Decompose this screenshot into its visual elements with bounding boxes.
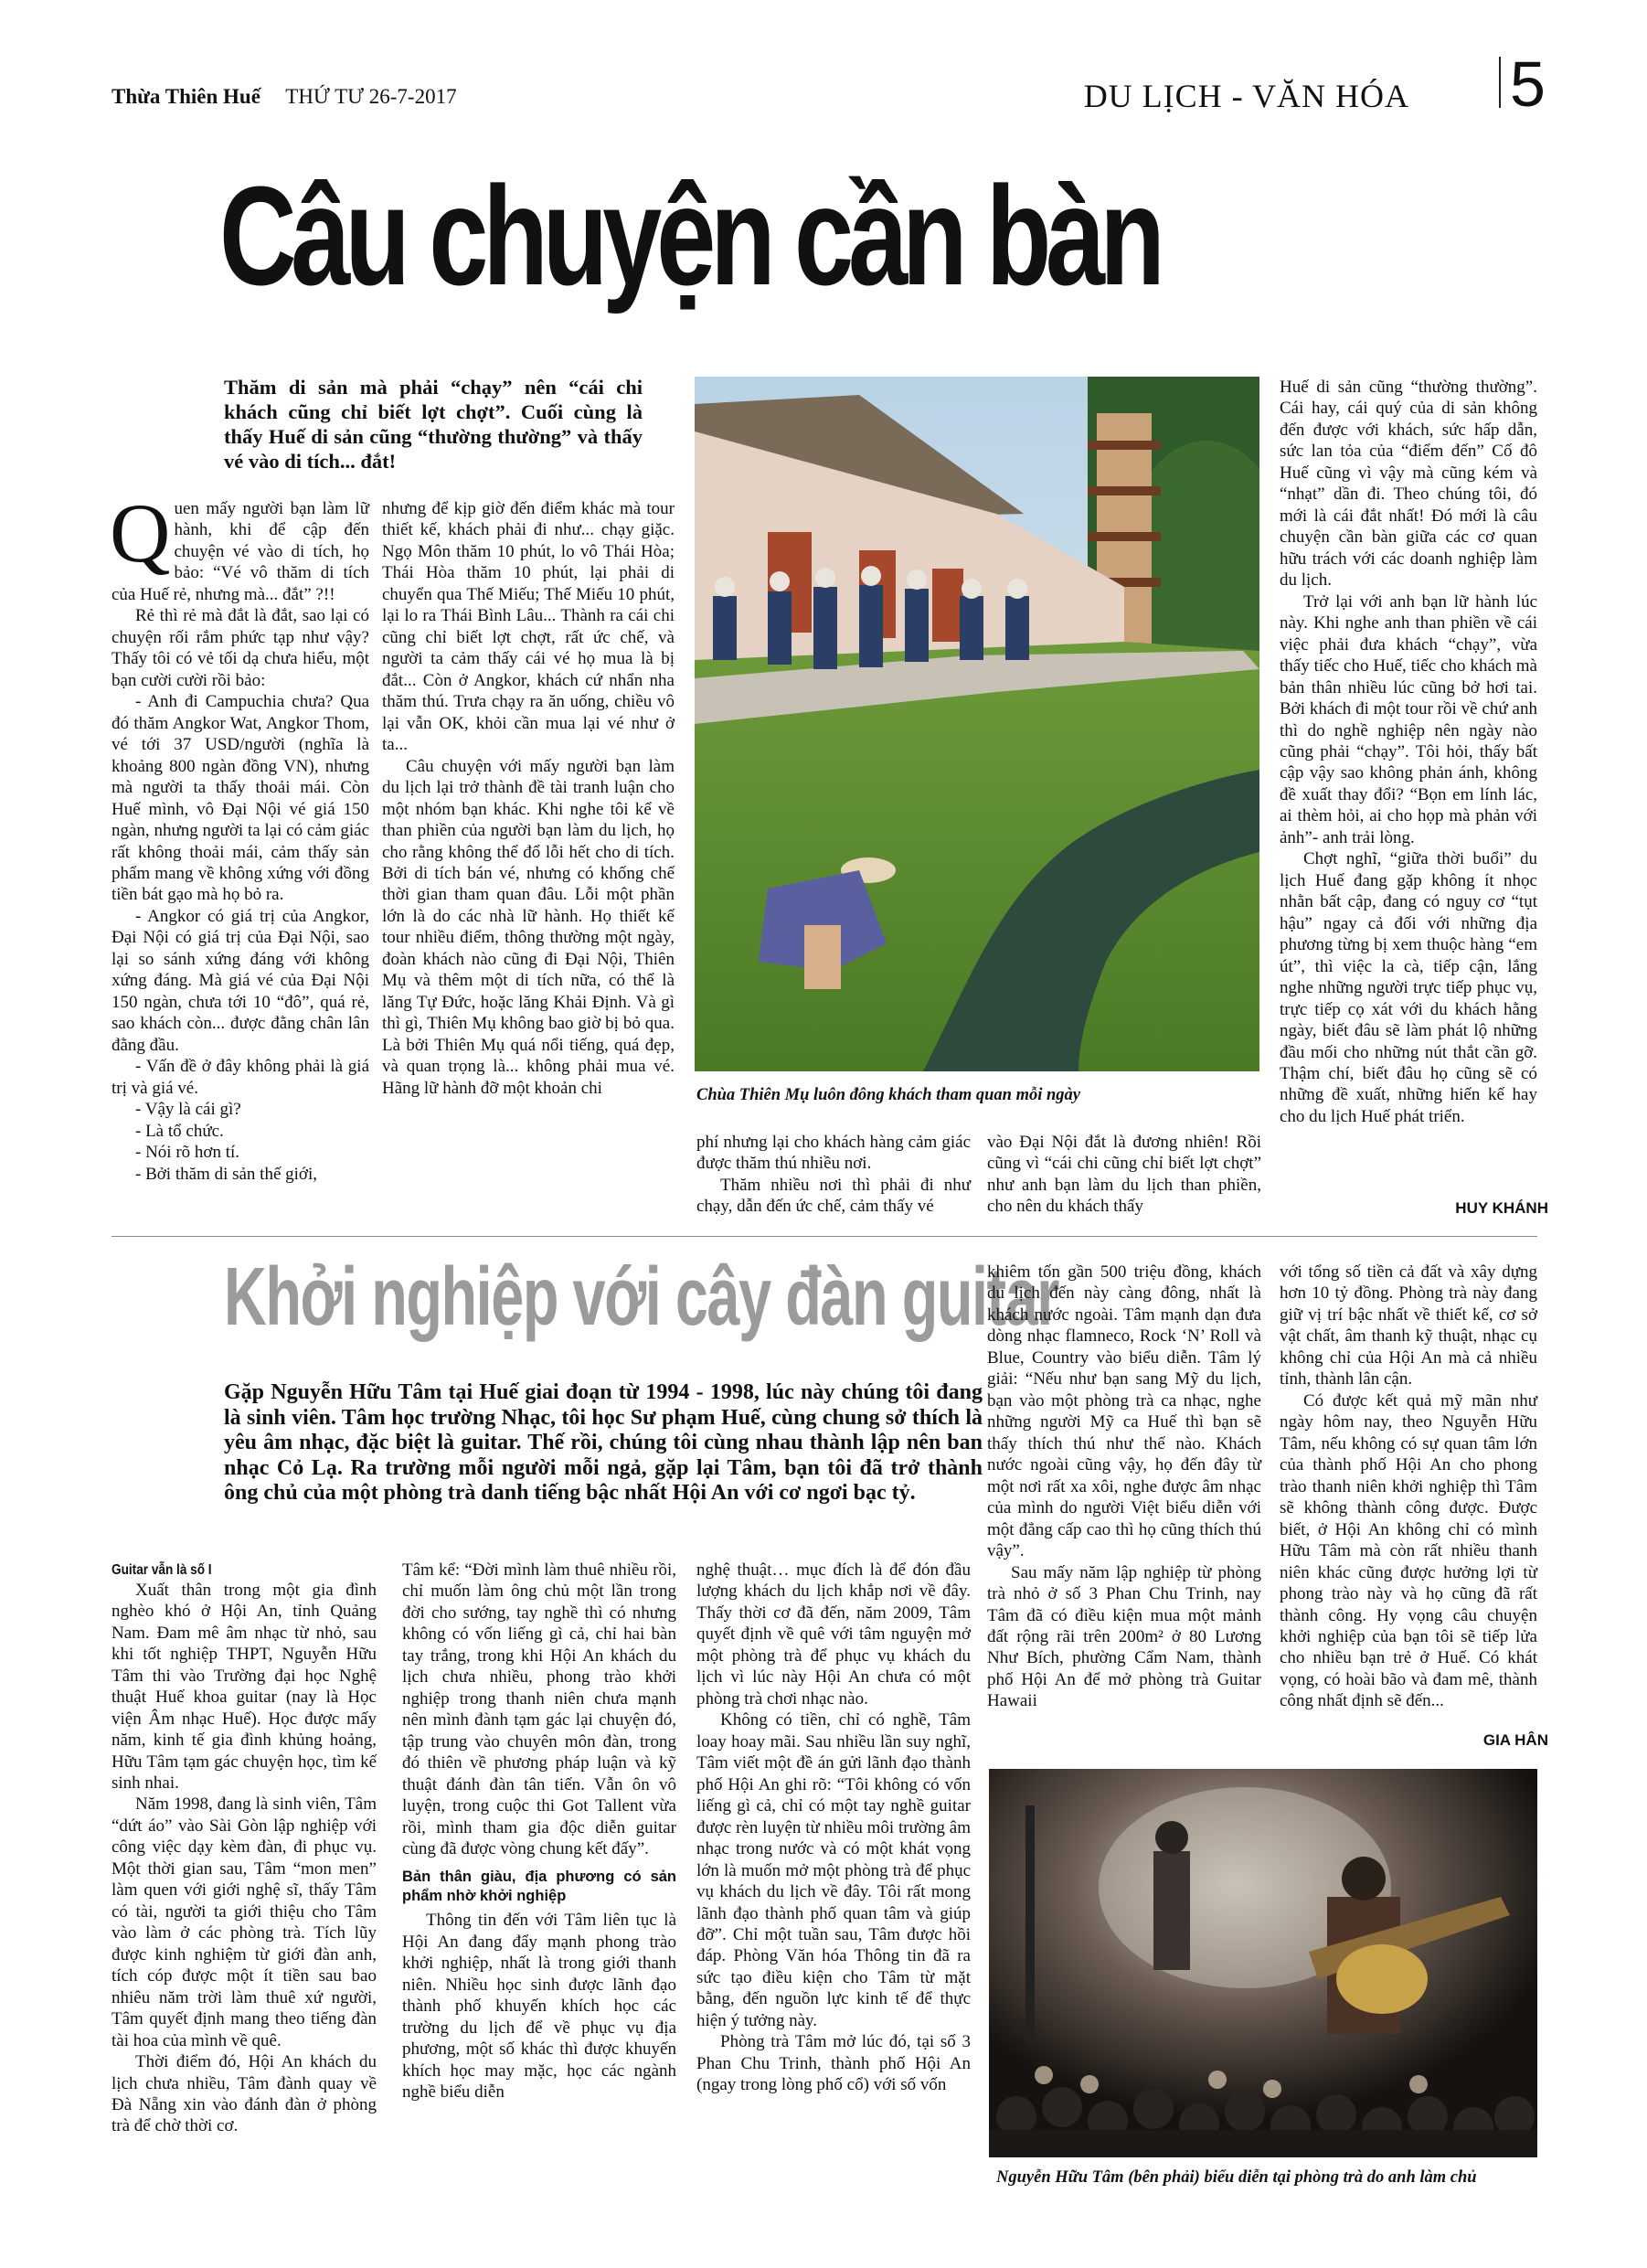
article2-column-4 (987, 1262, 1261, 1712)
article1-column-4 (987, 1132, 1261, 1218)
paragraph: Rẻ thì rẻ mà đắt là đắt, sao lại có chuyện rối rắm phức tạp như vậy? Thấy tôi có vẻ tối dạ chưa hiểu, một bạn cười cười rồi bảo: (112, 606, 369, 690)
paragraph: - Bởi thăm di sản thế giới, (135, 1164, 317, 1184)
paragraph: Không có tiền, chỉ có nghề, Tâm loay hoay mãi. Sau nhiều lần suy nghĩ, Tâm viết một đề án gửi lãnh đạo thành phố Hội An ghi rõ: “Tôi không có vốn liếng gì cả, chỉ có một tay nghề guitar được rèn luyện từ nhiều môi trường âm nhạc trong nước và có một khát vọng lớn là muốn mở một phòng trà để phục vụ khách du lịch về đây. Tôi rất mong lãnh đạo thành phố quan tâm và giúp đỡ”. Chỉ một tuần sau, Tâm được hồi đáp. Phòng Văn hóa Thông tin đã ra sức tạo điều kiện cho Tâm từ mặt bằng, đến nguồn lực kinh tế để thực hiện ý tưởng này. (696, 1710, 971, 2030)
article1-photo-caption: Chùa Thiên Mụ luôn đông khách tham quan mỗi ngày (696, 1086, 1080, 1104)
paragraph: - Angkor có giá trị của Angkor, Đại Nội có giá trị của Đại Nội, sao lại so sánh xứng đáng với không xứng đáng. Mà giá vé của Đại Nội 150 ngàn, chưa tới 10 “đô”, quá rẻ, sao khách còn... được đằng chân lân đằng đầu. (112, 906, 369, 1055)
paragraph: Thời điểm đó, Hội An khách du lịch chưa nhiều, Tâm đành quay về Đà Nẵng xin vào đánh đàn ở phòng trà để chờ thời cơ. (112, 2052, 377, 2136)
paragraph: Trở lại với anh bạn lữ hành lúc này. Khi nghe anh than phiền về cái việc phải đưa khách “chạy”, vừa thấy tiếc cho Huế, tiếc cho khách mà bản thân nhiều lúc cũng bở hơi tai. Bởi khách đi một tour rồi về chứ anh thì do nghề nghiệp nên ngày nào cũng phải “chạy”. Tôi hỏi, thấy bất cập vậy sao không phản ánh, không đề xuất thay đổi? “Bọn em lính lác, ai thèm hỏi, ai cho họp mà phản với ảnh”- anh trải lòng. (1280, 591, 1537, 847)
guitar-performance-photo (989, 1769, 1537, 2157)
article2-column-2 (402, 1560, 676, 2103)
paragraph: Có được kết quả mỹ mãn như ngày hôm nay, theo Nguyễn Hữu Tâm, nếu không có sự quan tâm lớn của thành phố Hội An cho phong trào thanh niên khởi nghiệp thì Tâm sẽ không thành công được. Được biết, ở Hội An không chỉ có mình Hữu Tâm mà còn rất nhiều thanh niên khác cũng được hưởng lợi từ phong trào này và họ cũng đã rất thành công. Hy vọng câu chuyện khởi nghiệp của bạn tôi sẽ tiếp lửa cho nhiều bạn trẻ ở Huế. Có khát vọng, có hoài bão và đam mê, thành công nhất định sẽ đến... (1280, 1390, 1537, 1711)
article2-column-5 (1280, 1262, 1537, 1712)
paragraph: - Nói rõ hơn tí. (135, 1143, 240, 1163)
paragraph: Câu chuyện với mấy người bạn làm du lịch lại trở thành đề tài tranh luận cho một nhóm bạn khác. Khi nghe tôi kể về than phiền của người bạn làm du lịch, họ cho rằng không thể đổ lỗi hết cho di tích. Bởi di tích bán vé, nhưng có khống chế thời gian tham quan đâu. Lỗi một phần lớn là do các nhà lữ hành. Họ thiết kế tour nhiều điểm, thông thường một ngày, đoàn khách nào cũng đi Đại Nội, Thiên Mụ và thêm một di tích nữa, có thể là lăng Tự Đức, hoặc lăng Khải Định. Và gì thì gì, Thiên Mụ không bao giờ bị bỏ qua. Là bởi Thiên Mụ quá nổi tiếng, quá đẹp, và quan trọng là... không phải mua vé. Hãng lữ hành đỡ một khoản chi (382, 756, 675, 1098)
header-rule (1499, 57, 1501, 108)
article1-title: Câu chuyện cần bàn (219, 157, 1160, 314)
issue-date: THỨ TƯ 26-7-2017 (285, 85, 457, 108)
paragraph: Xuất thân trong một gia đình nghèo khó ở Hội An, tỉnh Quảng Nam. Đam mê âm nhạc từ nhỏ, sau khi tốt nghiệp THPT, Nguyễn Hữu Tâm thi vào Trường đại học Nghệ thuật Huế khoa guitar (nay là Học viện Âm nhạc Huế). Học được mấy năm, kinh tế gia đình khủng hoảng, Hữu Tâm tạm gác chuyện học, tìm kế sinh nhai. (112, 1580, 377, 1793)
paragraph: - Vấn đề ở đây không phải là giá trị và giá vé. (112, 1057, 369, 1098)
paragraph: Phòng trà Tâm mở lúc đó, tại số 3 Phan Chu Trinh, thành phố Hội An (ngay trong lòng phố cổ) với số vốn (696, 2032, 971, 2095)
thien-mu-photo (695, 377, 1259, 1071)
article2-byline: GIA HÂN (1482, 1731, 1548, 1749)
article2-subhead-2: Bản thân giàu, địa phương có sản phẩm nhờ khởi nghiệp (402, 1868, 676, 1904)
article2-title: Khởi nghiệp với cây đàn guitar (224, 1251, 1059, 1343)
paragraph: - Là tổ chức. (135, 1121, 224, 1141)
paragraph: khiêm tốn gần 500 triệu đồng, khách du lịch đến này càng đông, nhất là khách nước ngoài. Tâm mạnh dạn đưa dòng nhạc flamneco, Rock ‘N’ Roll và Blue, Country vào biểu diễn. Tâm lý giải: “Nếu như bạn sang Mỹ du lịch, bạn vào một phòng trà ca nhạc, nghe những người Mỹ ca Huế thì bạn sẽ thấy thích thú như thế nào. Khách nước ngoài cũng vậy, họ đến đây từ một nơi rất xa xôi, nghe được âm nhạc của mình do người Việt biểu diễn với một đẳng cấp cao thì họ cũng thích thú vậy”. (987, 1262, 1261, 1561)
article2-subhead-1: Guitar vẫn là số I (112, 1562, 212, 1578)
article1-column-5 (1280, 377, 1537, 1127)
paragraph: vào Đại Nội đắt là đương nhiên! Rồi cũng vì “cái chi cũng chỉ biết lợt chợt” như anh bạn làm du lịch than phiền, cho nên du khách thấy (987, 1133, 1261, 1217)
paragraph: - Vậy là cái gì? (135, 1100, 241, 1120)
newspaper-name: Thừa Thiên Huế (112, 85, 260, 108)
article-divider (112, 1236, 1537, 1237)
paragraph: Thăm nhiều nơi thì phải đi như chạy, dẫn đến ức chế, cảm thấy vé (696, 1175, 971, 1217)
article1-column-1 (110, 486, 369, 1185)
paragraph: uen mấy người bạn làm lữ hành, khi để cập đến chuyện vé vào di tích, họ bảo: “Vé vô thăm di tích của Huế rẻ, nhưng mà... đắt” ?!! (112, 499, 369, 604)
article2-column-1 (112, 1561, 377, 2137)
paragraph: Năm 1998, đang là sinh viên, Tâm “dứt áo” vào Sài Gòn lập nghiệp với công việc dạy kèm đàn, đi phục vụ. Một thời gian sau, Tâm “mon men” làm quen với giới nghệ sĩ, thấy Tâm có tài, người ta giới thiệu cho Tâm vào làm ở các phòng trà. Tích lũy được kinh nghiệm từ giới đàn anh, tích cóp được một ít tiền sau bao nhiêu năm trời làm thuê xứ người, Tâm quyết định mang theo tiếng đàn tài hoa của mình về quê. (112, 1794, 377, 2050)
article2-column-3 (696, 1560, 971, 2096)
article1-column-2 (382, 498, 675, 1099)
paragraph: Sau mấy năm lập nghiệp từ phòng trà nhỏ ở số 3 Phan Chu Trinh, nay Tâm đã có điều kiện mua một mảnh đất rộng rãi trên 200m² ở 80 Lương Như Bích, phường Cẩm Nam, thành phố Hội An để mở phòng trà Guitar Hawaii (987, 1562, 1261, 1711)
article2-photo-caption: Nguyễn Hữu Tâm (bên phải) biểu diễn tại phòng trà do anh làm chủ (996, 2168, 1477, 2187)
paragraph: Huế di sản cũng “thường thường”. Cái hay, cái quý của di sản không đến được với khách, sức hấp dẫn, sức lan tỏa của “điểm đến” Cố đô Huế cũng vì vậy mà cũng kém và “nhạt” dần đi. Theo chúng tôi, đó mới là cái đắt nhất! Đó mới là câu chuyện cần bàn giữa các cơ quan hữu trách với các doanh nghiệp làm du lịch. (1280, 378, 1537, 591)
paragraph: - Anh đi Campuchia chưa? Qua đó thăm Angkor Wat, Angkor Thom, vé tới 37 USD/người (nghĩa là khoảng 800 ngàn đồng VN), nhưng mà người ta thấy thoải mái. Còn Huế mình, vô Đại Nội vé giá 150 ngàn, nhưng người ta lại có cảm giác rất không thoải mái, cảm thấy sản phẩm mang về không xứng với đồng tiền bát gạo mà họ bỏ ra. (112, 692, 369, 905)
paragraph: nghệ thuật… mục đích là để đón đầu lượng khách du lịch khắp nơi về đây. Thấy thời cơ đã đến, năm 2009, Tâm quyết định về quê với tâm nguyện mở một phòng trà để phục vụ khách du lịch vì lúc này Hội An chưa có một phòng trà chơi nhạc nào. (696, 1560, 971, 1709)
article1-sapo: Thăm di sản mà phải “chạy” nên “cái chi khách cũng chỉ biết lợt chợt”. Cuối cùng là thấy Huế di sản cũng “thường thường” và thấy vé vào di tích... đắt! (224, 376, 643, 473)
section-name: DU LỊCH - VĂN HÓA (1083, 78, 1409, 114)
article2-sapo: Gặp Nguyễn Hữu Tâm tại Huế giai đoạn từ 1994 - 1998, lúc này chúng tôi đang là sinh viên. Tâm học trường Nhạc, tôi học Sư phạm Huế, cùng chung sở thích là yêu âm nhạc, đặc biệt là guitar. Thế rồi, chúng tôi cùng nhau thành lập nên ban nhạc Cỏ Lạ. Ra trường mỗi người mỗi ngả, gặp lại Tâm, bạn tôi đã trở thành ông chủ của một phòng trà danh tiếng bậc nhất Hội An với cơ ngơi bạc tỷ. (224, 1380, 983, 1506)
paragraph: Chợt nghĩ, “giữa thời buổi” du lịch Huế đang gặp không ít nhọc nhằn bất cập, đang có nguy cơ “tụt hậu” ngay cả đối với những địa phương từng bị xem thuộc hàng “em út”, thì việc la cà, tiếp cận, lắng nghe những người trực tiếp phục vụ, trực tiếp cọ xát với du khách hằng ngày, biết đâu sẽ làm phát lộ những đầu mối cho những nút thắt cần gỡ. Thậm chí, biết đâu họ cũng sẽ có những đề xuất, những hiến kế hay cho du lịch Huế phát triển. (1280, 849, 1537, 1126)
page-number: 5 (1510, 48, 1546, 120)
article1-byline: HUY KHÁNH (1455, 1199, 1548, 1217)
drop-cap: Q (110, 486, 171, 580)
paragraph: phí nhưng lại cho khách hàng cảm giác được thăm thú nhiều nơi. (696, 1133, 971, 1174)
paragraph: với tổng số tiền cả đất và xây dựng hơn 10 tỷ đồng. Phòng trà này đang giữ vị trí bậc nhất về thiết kế, cơ sở vật chất, âm thanh kỹ thuật, nhạc cụ không chỉ của Hội An mà cả nhiều tỉnh, thành lân cận. (1280, 1262, 1537, 1390)
paragraph: Tâm kể: “Đời mình làm thuê nhiều rồi, chỉ muốn làm ông chủ một lần trong đời cho sướng, tay nghề thì có nhưng không có vốn liếng gì cả, chỉ hai bàn tay trắng, trong khi Hội An khách du lịch chưa nhiều, phong trào khởi nghiệp trong thanh niên chưa mạnh nên mình đành tạm gác lại chuyện đó, tập trung vào chuyên môn đàn, trong đó thiên về phương pháp luận và kỹ thuật đánh đàn tân tiến. Vẫn ôn vô luyện, trong cuộc thi Got Tallent vừa rồi, mình tham gia độc diễn guitar cùng đã được vòng chung kết đấy”. (402, 1560, 676, 1859)
paragraph: nhưng để kịp giờ đến điểm khác mà tour thiết kế, khách phải đi như... chạy giặc. Ngọ Môn thăm 10 phút, lo vô Thái Hòa; Thái Hòa thăm 10 phút, lại phải di chuyển qua Thế Miếu; Thế Miếu 10 phút, lại lo ra Thái Bình Lâu... Thành ra cái chi cũng chỉ biết lợt chợt, rất ức chế, và người ta cảm thấy cái vé họ mua là bị đắt... Còn ở Angkor, khách cứ nhẩn nha thăm thú. Trưa chạy ra ăn uống, chiều vô lại vẫn OK, khỏi cần mua lại vé như ở ta... (382, 499, 675, 755)
masthead (112, 85, 457, 109)
article1-column-3 (696, 1132, 971, 1218)
paragraph: Thông tin đến với Tâm liên tục là Hội An đang đẩy mạnh phong trào khởi nghiệp, nhất là trong giới thanh niên. Nhiều học sinh được lãnh đạo thành phố khuyến khích học các trường du lịch để về phục vụ địa phương, một số khác thì được khuyến khích học may mặc, học các ngành nghề biểu diễn (402, 1911, 676, 2103)
